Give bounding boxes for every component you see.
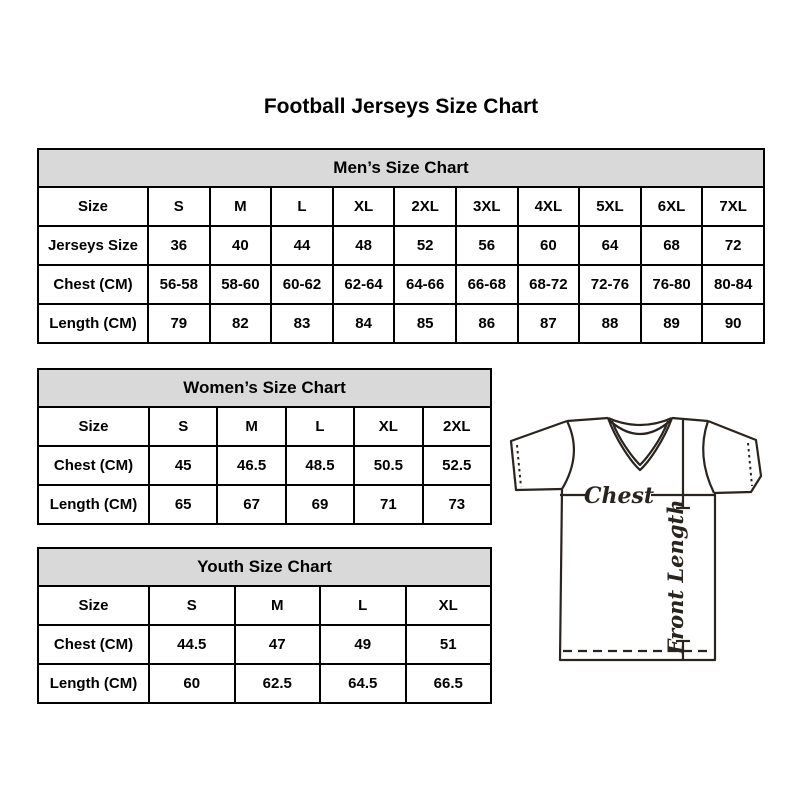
row-header-cell: Length (CM): [38, 664, 149, 703]
jersey-left-seam: [562, 421, 574, 489]
table-row: [38, 226, 764, 265]
data-cell: L: [286, 407, 354, 446]
data-cell: 72: [702, 226, 764, 265]
data-cell: 2XL: [423, 407, 491, 446]
jersey-left-sleeve: [511, 421, 567, 490]
jersey-right-sleeve: [708, 421, 761, 493]
data-cell: 80-84: [702, 265, 764, 304]
data-cell: 66.5: [406, 664, 492, 703]
data-cell: 44: [271, 226, 333, 265]
data-cell: XL: [333, 187, 395, 226]
data-cell: 64.5: [320, 664, 406, 703]
data-cell: M: [210, 187, 272, 226]
data-cell: 4XL: [518, 187, 580, 226]
table-row: [38, 446, 491, 485]
data-cell: 3XL: [456, 187, 518, 226]
data-cell: 86: [456, 304, 518, 343]
page-title: Football Jerseys Size Chart: [263, 95, 539, 118]
data-cell: 64: [579, 226, 641, 265]
data-cell: 89: [641, 304, 703, 343]
data-cell: 50.5: [354, 446, 422, 485]
data-cell: 49: [320, 625, 406, 664]
data-cell: 65: [149, 485, 217, 524]
jersey-left-cuff-stitch: [517, 445, 521, 487]
data-cell: 40: [210, 226, 272, 265]
table-title-row: [38, 369, 491, 407]
table-row: [38, 485, 491, 524]
data-cell: M: [217, 407, 285, 446]
data-cell: 64-66: [394, 265, 456, 304]
jersey-body-outline: [560, 489, 715, 660]
data-cell: 46.5: [217, 446, 285, 485]
data-cell: 56: [456, 226, 518, 265]
row-header-cell: Size: [38, 187, 148, 226]
data-cell: 7XL: [702, 187, 764, 226]
table-row: [38, 187, 764, 226]
data-cell: 60-62: [271, 265, 333, 304]
data-cell: 68-72: [518, 265, 580, 304]
data-cell: 83: [271, 304, 333, 343]
table-title: Women’s Size Chart: [38, 369, 491, 407]
data-cell: 76-80: [641, 265, 703, 304]
data-cell: 60: [149, 664, 235, 703]
data-cell: XL: [406, 586, 492, 625]
data-cell: XL: [354, 407, 422, 446]
table-title: Youth Size Chart: [38, 548, 491, 586]
data-cell: 87: [518, 304, 580, 343]
row-header-cell: Chest (CM): [38, 446, 149, 485]
data-cell: 48.5: [286, 446, 354, 485]
table-title-row: [38, 149, 764, 187]
jersey-collar-arc-outer: [608, 418, 672, 425]
table-title-row: [38, 548, 491, 586]
data-cell: 88: [579, 304, 641, 343]
table-row: [38, 625, 491, 664]
row-header-cell: Jerseys Size: [38, 226, 148, 265]
data-cell: M: [235, 586, 321, 625]
data-cell: 6XL: [641, 187, 703, 226]
data-cell: 85: [394, 304, 456, 343]
data-cell: 84: [333, 304, 395, 343]
jersey-right-seam: [703, 421, 714, 493]
data-cell: 5XL: [579, 187, 641, 226]
data-cell: 73: [423, 485, 491, 524]
data-cell: S: [149, 586, 235, 625]
row-header-cell: Chest (CM): [38, 625, 149, 664]
table-row: [38, 586, 491, 625]
data-cell: 67: [217, 485, 285, 524]
table-row: [38, 265, 764, 304]
data-cell: 58-60: [210, 265, 272, 304]
womens-size-table: [37, 368, 492, 525]
row-header-cell: Size: [38, 407, 149, 446]
data-cell: 66-68: [456, 265, 518, 304]
jersey-right-cuff-stitch: [748, 443, 752, 486]
row-header-cell: Length (CM): [38, 304, 148, 343]
data-cell: 69: [286, 485, 354, 524]
data-cell: L: [271, 187, 333, 226]
data-cell: 62-64: [333, 265, 395, 304]
data-cell: 47: [235, 625, 321, 664]
data-cell: 52: [394, 226, 456, 265]
data-cell: L: [320, 586, 406, 625]
jersey-measurement-diagram: [500, 396, 770, 668]
data-cell: 52.5: [423, 446, 491, 485]
row-header-cell: Size: [38, 586, 149, 625]
data-cell: 79: [148, 304, 210, 343]
row-header-cell: Length (CM): [38, 485, 149, 524]
data-cell: S: [149, 407, 217, 446]
data-cell: 48: [333, 226, 395, 265]
data-cell: S: [148, 187, 210, 226]
data-cell: 62.5: [235, 664, 321, 703]
data-cell: 56-58: [148, 265, 210, 304]
table-row: [38, 304, 764, 343]
jersey-right-shoulder: [672, 418, 708, 421]
data-cell: 36: [148, 226, 210, 265]
mens-size-table: [37, 148, 765, 344]
table-row: [38, 407, 491, 446]
data-cell: 72-76: [579, 265, 641, 304]
data-cell: 44.5: [149, 625, 235, 664]
data-cell: 60: [518, 226, 580, 265]
table-title: Men’s Size Chart: [38, 149, 764, 187]
data-cell: 90: [702, 304, 764, 343]
youth-size-table: [37, 547, 492, 704]
data-cell: 51: [406, 625, 492, 664]
data-cell: 2XL: [394, 187, 456, 226]
data-cell: 82: [210, 304, 272, 343]
table-row: [38, 664, 491, 703]
jersey-left-shoulder: [567, 418, 608, 421]
front-length-label: Front Length: [663, 499, 688, 655]
data-cell: 68: [641, 226, 703, 265]
row-header-cell: Chest (CM): [38, 265, 148, 304]
data-cell: 45: [149, 446, 217, 485]
chest-label: Chest: [583, 483, 655, 509]
data-cell: 71: [354, 485, 422, 524]
